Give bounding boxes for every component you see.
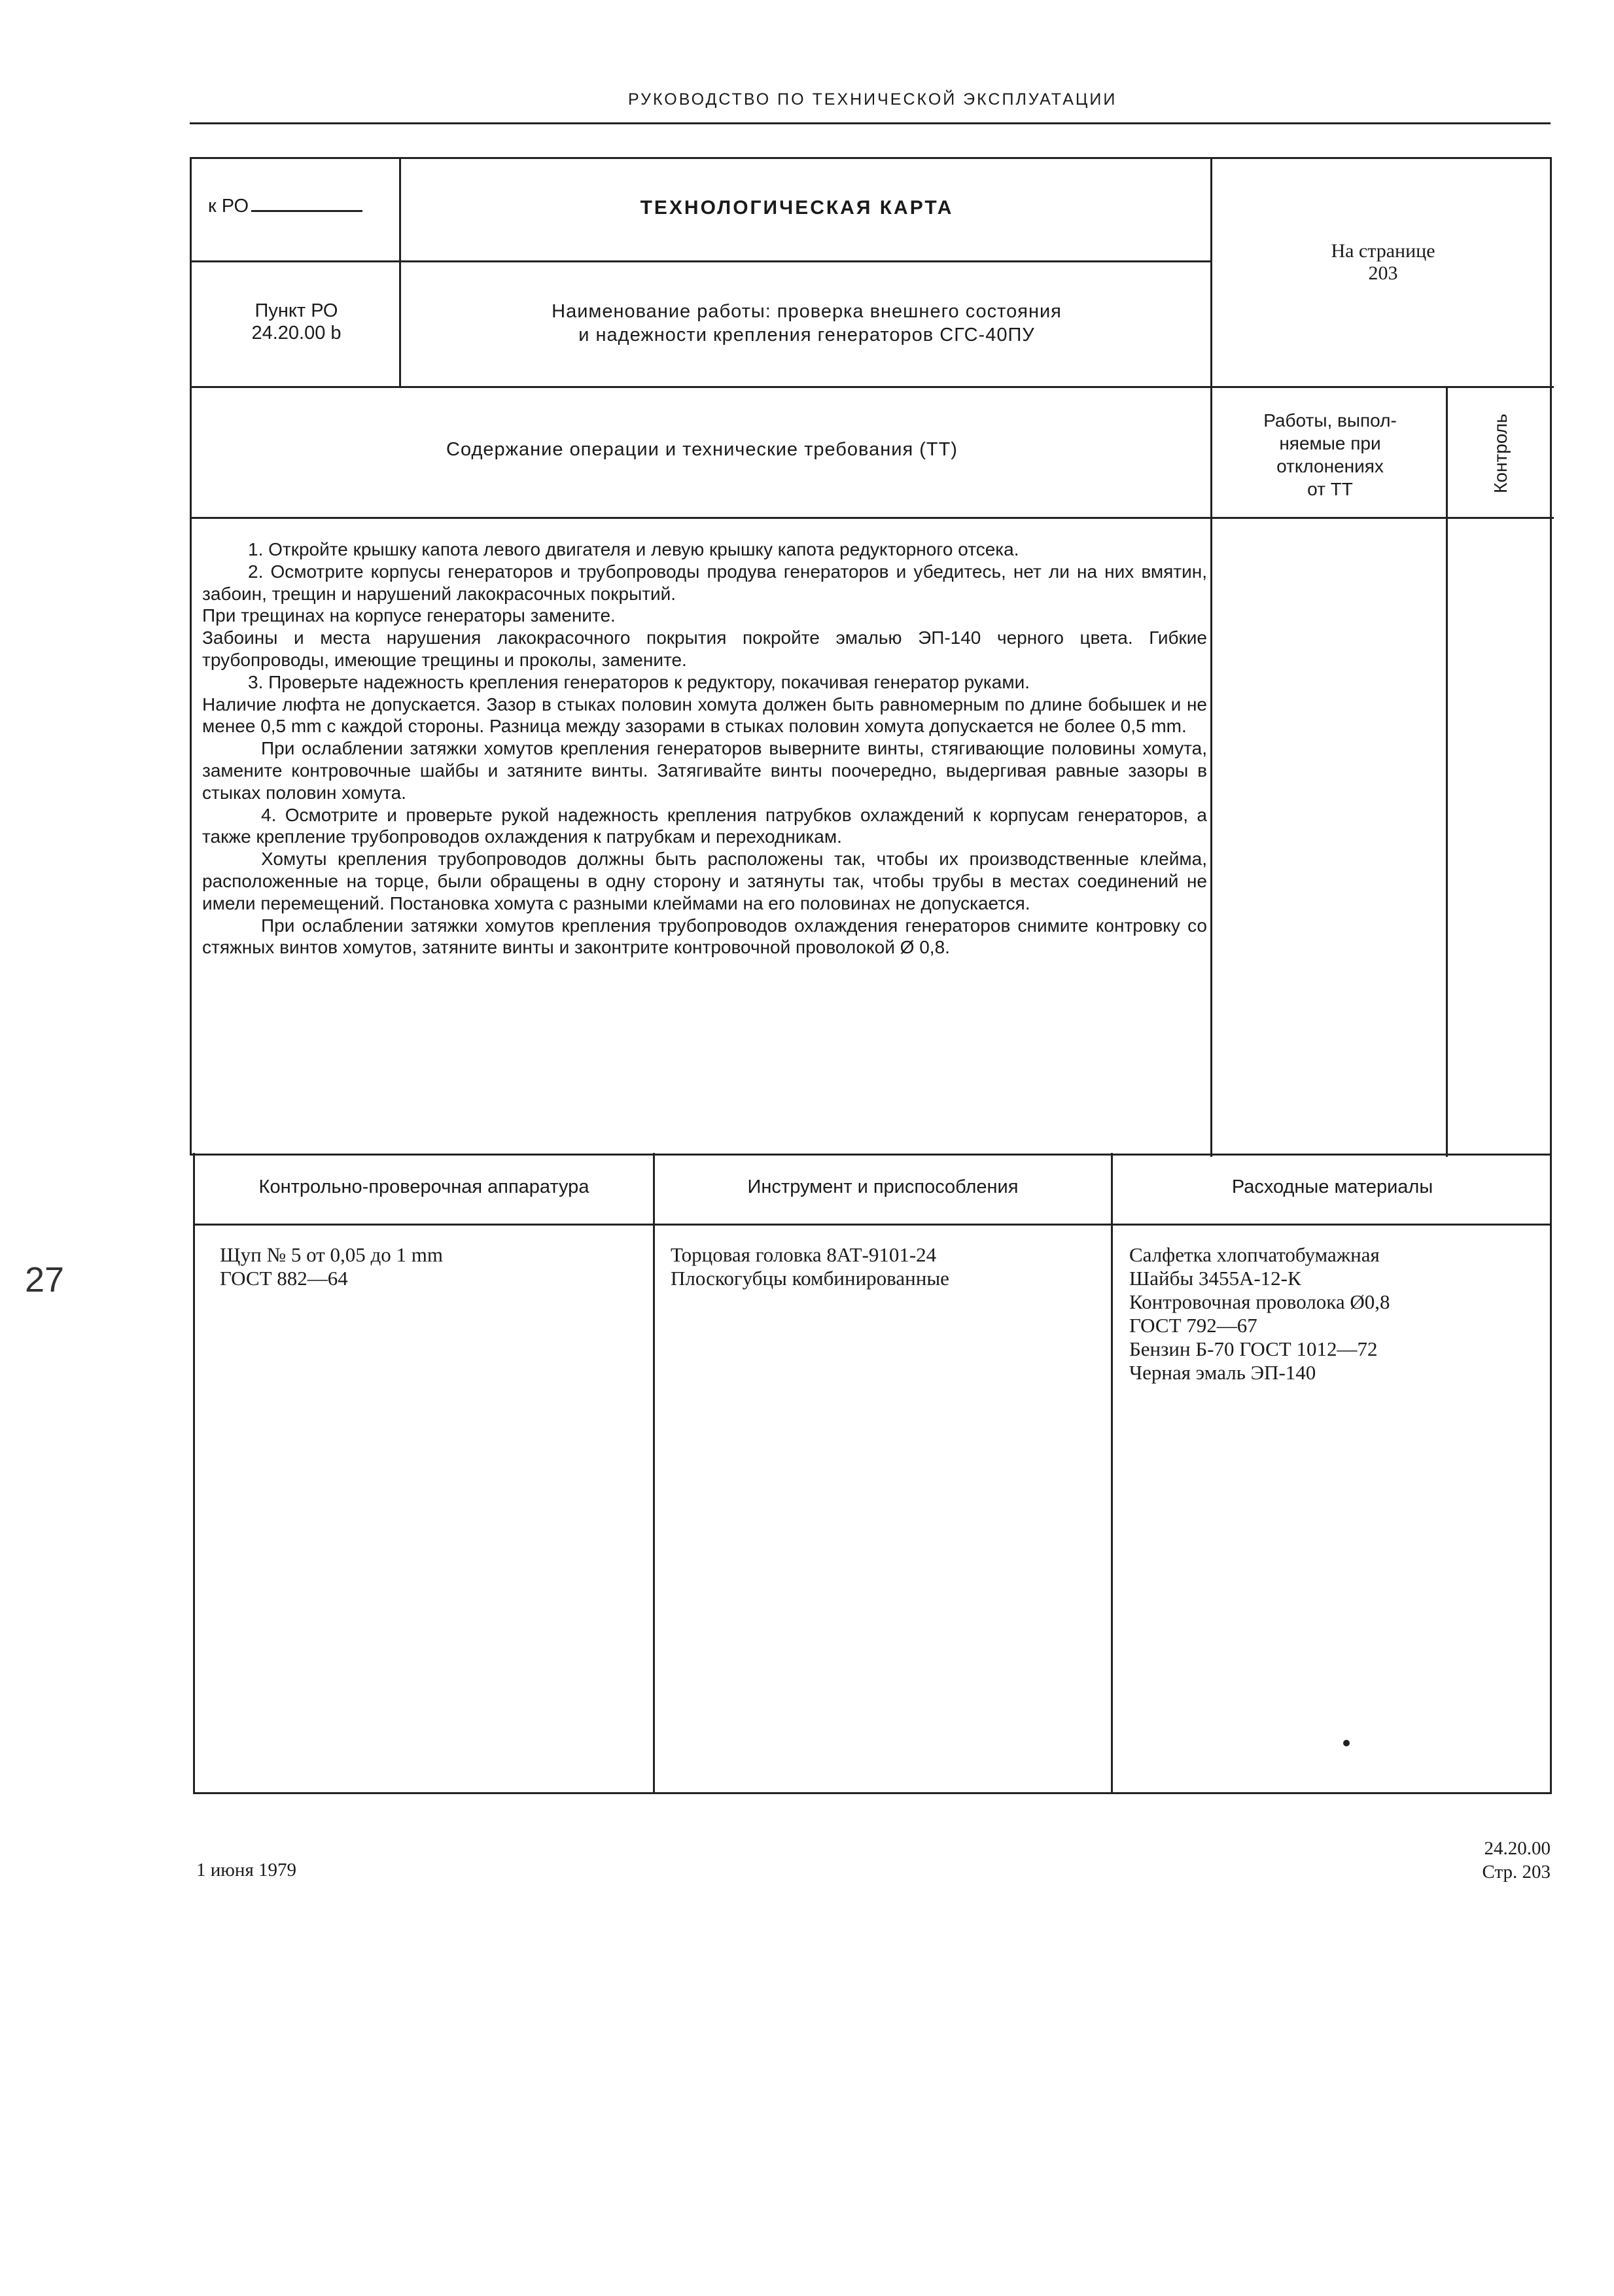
page-ref-number: 203 bbox=[1368, 262, 1398, 284]
divider bbox=[192, 517, 1554, 519]
materials-list bbox=[1129, 1243, 1548, 1385]
divider bbox=[653, 1153, 655, 1792]
operation-paragraph: 3. Проверьте надежность крепления генераторов к редуктору, покачивая генератор руками. bbox=[248, 671, 1030, 692]
list-item: Плоскогубцы комбинированные bbox=[671, 1267, 949, 1290]
list-item: ГОСТ 882—64 bbox=[220, 1267, 348, 1290]
list-item: ГОСТ 792—67 bbox=[1129, 1314, 1257, 1337]
list-item: Черная эмаль ЭП-140 bbox=[1129, 1361, 1316, 1384]
operations-text bbox=[202, 539, 1207, 959]
apparatus-header: Контрольно-проверочная аппаратура bbox=[258, 1176, 589, 1197]
materials-header: Расходные материалы bbox=[1231, 1176, 1433, 1197]
list-item: Щуп № 5 от 0,05 до 1 mm bbox=[220, 1243, 443, 1266]
item-ref-label: Пункт РО bbox=[254, 300, 338, 321]
column-header-content: Содержание операции и технические требования (ТТ) bbox=[446, 439, 958, 460]
list-item: Торцовая головка 8АТ-9101-24 bbox=[671, 1243, 937, 1266]
operation-paragraph: Забоины и места нарушения лакокрасочного покрытия покройте эмалью ЭП-140 черного цвета. Гибкие трубопроводы, имеющие трещины и проколы, замените. bbox=[202, 627, 1207, 670]
work-name bbox=[401, 300, 1212, 347]
column-header-deviation bbox=[1212, 409, 1448, 501]
divider bbox=[399, 159, 401, 388]
apparatus-list bbox=[220, 1243, 645, 1290]
divider bbox=[192, 386, 1554, 388]
page-ref-label: На странице bbox=[1331, 240, 1435, 262]
footer-date: 1 июня 1979 bbox=[196, 1860, 297, 1881]
technological-card bbox=[190, 157, 1552, 1156]
column-header-line: Работы, выпол- bbox=[1263, 410, 1397, 431]
operation-paragraph: Наличие люфта не допускается. Зазор в стыках половин хомута должен быть равномерным по длине бобышек и не менее 0,5 mm с каждой стороны. Разница между зазорами в стыках половин хомута допускается не более 0,5 mm. bbox=[202, 694, 1207, 737]
item-reference bbox=[192, 300, 401, 344]
column-header-line: няемые при bbox=[1279, 433, 1381, 453]
operation-paragraph: 1. Откройте крышку капота левого двигателя и левую крышку капота редукторного отсека. bbox=[248, 539, 1019, 559]
card-title: ТЕХНОЛОГИЧЕСКАЯ КАРТА bbox=[640, 197, 954, 219]
running-header: РУКОВОДСТВО ПО ТЕХНИЧЕСКОЙ ЭКСПЛУАТАЦИИ bbox=[628, 90, 1117, 109]
footer-ref-code: 24.20.00 bbox=[1484, 1838, 1551, 1859]
tools-header: Инструмент и приспособления bbox=[747, 1176, 1019, 1197]
divider bbox=[195, 1224, 1552, 1226]
operation-paragraph: При ослаблении затяжки хомутов крепления трубопроводов охлаждения генераторов снимите контровку со стяжных винтов хомутов, затяните винты и законтрите контровочной проволокой Ø 0,8. bbox=[202, 915, 1207, 958]
ink-dot bbox=[1343, 1740, 1350, 1746]
header-rule bbox=[190, 122, 1551, 124]
column-header-line: от ТТ bbox=[1307, 479, 1353, 499]
list-item: Бензин Б-70 ГОСТ 1012—72 bbox=[1129, 1337, 1378, 1360]
tools-list bbox=[671, 1243, 1102, 1290]
list-item: Контровочная проволока Ø0,8 bbox=[1129, 1290, 1390, 1313]
footer-page-number: Стр. 203 bbox=[1482, 1862, 1551, 1882]
ref-label bbox=[208, 196, 362, 217]
operation-paragraph: Хомуты крепления трубопроводов должны быть расположены так, чтобы их производственные клейма, расположенные на торце, были обращены в одну сторону и затянуты так, чтобы трубы в местах соединений не имели перемещений. Постановка хомута с разными клеймами на его половинах не допускается. bbox=[202, 849, 1207, 913]
work-name-line: Наименование работы: проверка внешнего состояния bbox=[552, 301, 1062, 322]
divider bbox=[1111, 1153, 1113, 1792]
divider bbox=[192, 260, 1212, 262]
ref-blank-line bbox=[251, 210, 362, 212]
operation-paragraph: 2. Осмотрите корпусы генераторов и трубопроводы продува генераторов и убедитесь, нет ли на них вмятин, забоин, трещин и нарушений лакокрасочных покрытий. bbox=[202, 561, 1207, 604]
operation-paragraph: При трещинах на корпусе генераторы замените. bbox=[202, 605, 616, 626]
operation-paragraph: При ослаблении затяжки хомутов крепления генераторов выверните винты, стягивающие половины хомута, замените контровочные шайбы и затяните винты. Затягивайте винты поочередно, выдергивая равные зазоры в стыках половин хомута. bbox=[202, 738, 1207, 803]
column-header-control bbox=[1448, 388, 1554, 519]
operation-paragraph: 4. Осмотрите и проверьте рукой надежность крепления патрубков охлаждений к корпусам генераторов, а также крепление трубопроводов охлаждения к патрубкам и переходникам. bbox=[202, 804, 1207, 847]
list-item: Салфетка хлопчатобумажная bbox=[1129, 1243, 1380, 1266]
item-ref-number: 24.20.00 b bbox=[251, 323, 342, 344]
work-name-line: и надежности крепления генераторов СГС-40ПУ bbox=[578, 325, 1035, 345]
ref-label-text: к РО bbox=[208, 196, 249, 217]
handwritten-margin-mark: 27 bbox=[25, 1260, 65, 1299]
list-item: Шайбы 3455А-12-К bbox=[1129, 1267, 1301, 1290]
page-reference bbox=[1212, 240, 1554, 285]
column-header-control-label: Контроль bbox=[1490, 414, 1511, 493]
equipment-table bbox=[193, 1153, 1552, 1794]
footer-reference bbox=[1426, 1837, 1551, 1884]
column-header-line: отклонениях bbox=[1276, 456, 1384, 476]
